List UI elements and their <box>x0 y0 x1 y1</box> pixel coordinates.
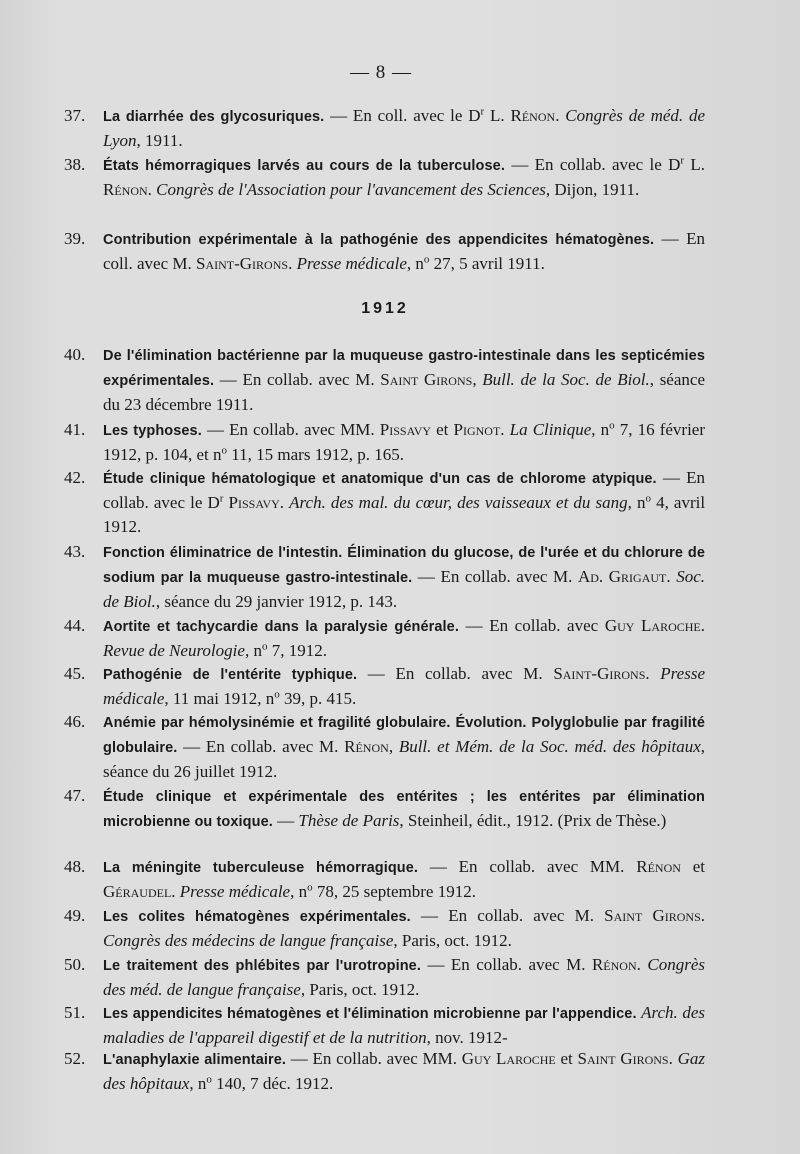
entry-text-segment: . <box>700 616 705 635</box>
superscript: o <box>221 444 228 457</box>
entry-title: La diarrhée des glycosuriques. <box>103 109 325 125</box>
entry-text-segment: — En collab. avec le D <box>504 155 681 174</box>
entry-text-segment: , 11 mai 1912, n <box>164 689 275 708</box>
entry-number: 49. <box>64 906 86 925</box>
entry-text-segment: 140, 7 déc. 1912. <box>211 1074 334 1093</box>
entry-text-segment: , n <box>591 420 610 439</box>
publication-name: Presse médicale <box>296 254 407 273</box>
entry-text-segment: 7, 1912. <box>267 641 327 660</box>
entry-text-segment: — En collab. avec MM. <box>286 1049 462 1068</box>
entry-number: 45. <box>64 664 86 683</box>
entry-text-segment: . <box>645 664 661 683</box>
author-name: Pissavy <box>228 493 280 512</box>
entry-title: Les colites hématogènes expérimentales. <box>103 909 411 925</box>
entry-title: Les typhoses. <box>103 423 202 439</box>
entry-number: 46. <box>64 712 86 731</box>
entry-text-segment: 39, p. 415. <box>279 689 357 708</box>
author-name: Saint Girons <box>577 1049 669 1068</box>
author-name: Géraudel <box>103 882 172 901</box>
entry-text-segment: — En collab. avec MM. <box>418 857 637 876</box>
author-name: Guy Laroche <box>604 616 701 635</box>
author-name: Pissavy <box>379 420 432 439</box>
entry-text-segment: , séance du 23 décembre 1911. <box>103 370 705 414</box>
publication-name: Presse médicale <box>103 664 705 708</box>
entry-text <box>103 904 705 953</box>
entry-text-segment: , Steinheil, édit., 1912. (Prix de Thèse.) <box>399 811 667 830</box>
superscript: r <box>680 154 685 167</box>
entry-title: Pathogénie de l'entérite typhique. <box>103 667 358 683</box>
entry-text-segment: . <box>555 106 566 125</box>
entry-text-segment: — En collab. avec <box>458 616 605 635</box>
publication-name: Bull. et Mém. de la Soc. méd. des hôpitaux <box>398 737 701 756</box>
entry-text-segment: . <box>147 180 157 199</box>
entry-text-segment: . <box>500 420 510 439</box>
entry-number: 39. <box>64 229 86 248</box>
superscript: r <box>480 105 485 118</box>
superscript: o <box>609 419 615 432</box>
entry-text-segment: . <box>666 567 677 586</box>
publication-name: Arch. des maladies de l'appareil digestif et de la nutrition <box>103 1003 706 1047</box>
entry-text-segment: , <box>388 737 399 756</box>
entry-title: Les appendicites hématogènes et l'élimination microbienne par l'appendice. <box>103 1006 637 1022</box>
author-name: Rénon <box>344 737 389 756</box>
publication-name: Revue de Neurologie <box>103 641 245 660</box>
entry-text-segment: et <box>431 420 454 439</box>
entry-text-segment: . <box>700 906 705 925</box>
entry-number: 48. <box>64 857 86 876</box>
publication-name: Congrès des médecins de langue française <box>103 931 394 950</box>
entry-text-segment: . <box>279 493 290 512</box>
entry-text-segment: , Paris, oct. 1912. <box>393 931 512 950</box>
entry-text <box>103 1047 705 1096</box>
entry-text <box>103 855 705 904</box>
entry-text-segment: , nov. 1912- <box>426 1028 508 1047</box>
entry-text-segment: , n <box>406 254 424 273</box>
entry-text-segment: et <box>555 1049 578 1068</box>
entry-text <box>103 953 705 1002</box>
author-name: Guy Laroche <box>461 1049 556 1068</box>
entry-number: 52. <box>64 1049 86 1068</box>
entry-title: Anémie par hémolysinémie et fragilité globulaire. Évolution. Polyglobulie par fragilité globulaire. <box>103 715 705 756</box>
entry-text <box>103 466 705 539</box>
entry-number: 44. <box>64 616 86 635</box>
entry-text <box>103 784 705 834</box>
entry-text-segment: — En collab. avec M. <box>412 567 578 586</box>
entry-text <box>103 153 705 202</box>
author-name: Saint-Girons <box>196 254 289 273</box>
entry-text-segment: — <box>272 811 299 830</box>
entry-number: 42. <box>64 468 86 487</box>
entry-title: Aortite et tachycardie dans la paralysie générale. <box>103 619 459 635</box>
entry-text-segment: 7, 16 février 1912, p. 104, et n <box>103 420 706 464</box>
entry-text <box>103 710 705 784</box>
publication-name: Congrès de l'Association pour l'avancement des Sciences <box>156 180 546 199</box>
entry-text <box>103 614 705 663</box>
entry-text-segment: L. <box>684 155 706 174</box>
entry-text-segment: 27, 5 avril 1911. <box>429 254 545 273</box>
entry-text <box>103 540 705 614</box>
entry-text-segment: , n <box>189 1074 207 1093</box>
superscript: r <box>219 492 224 505</box>
author-name: Pignot <box>453 420 501 439</box>
entry-text-segment: , séance du 29 janvier 1912, p. 143. <box>155 592 398 611</box>
author-name: Rénon <box>510 106 556 125</box>
publication-name: Soc. de Biol. <box>103 567 705 611</box>
entry-title: États hémorragiques larvés au cours de la tuberculose. <box>103 158 505 174</box>
superscript: o <box>261 640 268 653</box>
entry-text-segment: — En collab. avec M. <box>177 737 345 756</box>
entry-text <box>103 343 705 417</box>
entry-text-segment: , 1911. <box>136 131 183 150</box>
publication-name: Thèse de Paris <box>298 811 400 830</box>
publication-name: Bull. de la Soc. de Biol. <box>482 370 650 389</box>
entry-number: 50. <box>64 955 86 974</box>
entry-text <box>103 418 705 467</box>
entry-text-segment: 78, 25 septembre 1912. <box>312 882 476 901</box>
entry-text <box>103 227 705 276</box>
entry-text <box>103 104 705 153</box>
entry-number: 43. <box>64 542 86 561</box>
entry-number: 51. <box>64 1003 86 1022</box>
entry-title: Contribution expérimentale à la pathogénie des appendicites hématogènes. <box>103 232 655 248</box>
entry-text-segment: , Paris, oct. 1912. <box>300 980 420 999</box>
entry-text-segment: — En collab. avec M. <box>410 906 605 925</box>
year-heading: 1912 <box>361 300 409 317</box>
entry-text-segment: — En collab. avec M. <box>214 370 381 389</box>
entry-text-segment: . <box>636 955 648 974</box>
entry-text-segment: . <box>288 254 297 273</box>
entry-number: 38. <box>64 155 86 174</box>
entry-text-segment: , Dijon, 1911. <box>545 180 640 199</box>
superscript: o <box>307 881 313 894</box>
entry-text-segment: — En coll. avec le D <box>324 106 481 125</box>
entry-text-segment: et <box>680 857 705 876</box>
entry-text-segment: 4, avril 1912. <box>103 493 706 536</box>
entry-text <box>103 1001 705 1050</box>
entry-text-segment: , n <box>627 493 646 512</box>
entry-text-segment: — En collab. avec M. <box>357 664 554 683</box>
publication-name: Arch. des mal. du cœur, des vaisseaux et du sang <box>289 493 628 512</box>
entry-text-segment: , <box>472 370 483 389</box>
entry-title: Le traitement des phlébites par l'urotropine. <box>103 958 421 974</box>
entry-text-segment: , séance du 26 juillet 1912. <box>103 737 705 781</box>
superscript: o <box>274 688 280 701</box>
entry-text-segment: — En collab. avec M. <box>420 955 592 974</box>
entry-text-segment: . <box>171 882 180 901</box>
entry-text-segment: . <box>668 1049 678 1068</box>
author-name: Rénon <box>591 955 637 974</box>
entry-text-segment: — En collab. avec MM. <box>201 420 380 439</box>
publication-name: Congrès de méd. de Lyon <box>103 106 706 150</box>
entry-text-segment: L. <box>484 106 511 125</box>
entry-text-segment: , n <box>244 641 262 660</box>
author-name: Rénon <box>636 857 681 876</box>
entry-text-segment: , n <box>290 882 308 901</box>
entry-title: L'anaphylaxie alimentaire. <box>103 1052 287 1068</box>
entry-number: 47. <box>64 786 86 805</box>
publication-name: Gaz des hôpitaux <box>103 1049 705 1093</box>
author-name: Saint Girons <box>380 370 473 389</box>
publication-name: Presse médicale <box>179 882 291 901</box>
publication-name: La Clinique <box>509 420 592 439</box>
entry-title: Fonction éliminatrice de l'intestin. Élimination du glucose, de l'urée et du chlorure de sodium par la muqueuse gastro-intestinale. <box>103 545 705 586</box>
superscript: o <box>645 492 651 505</box>
page-number: — 8 — <box>350 62 412 83</box>
entry-text-segment: — En collab. avec le D <box>103 468 706 512</box>
author-name: Ad. Grigaut <box>577 567 667 586</box>
entry-title: La méningite tuberculeuse hémorragique. <box>103 860 419 876</box>
entry-number: 40. <box>64 345 86 364</box>
author-name: Rénon <box>103 180 148 199</box>
entry-number: 41. <box>64 420 86 439</box>
entry-number: 37. <box>64 106 86 125</box>
entry-title: De l'élimination bactérienne par la muqueuse gastro-intestinale dans les septicémies expérimentales. <box>103 348 705 389</box>
entry-title: Étude clinique et expérimentale des entérites ; les entérites par élimination microbienne ou toxique. <box>103 789 705 830</box>
entry-text-segment: 11, 15 mars 1912, p. 165. <box>227 445 404 464</box>
superscript: o <box>206 1073 212 1086</box>
entry-title: Étude clinique hématologique et anatomique d'un cas de chlorome atypique. <box>103 471 657 487</box>
superscript: o <box>423 253 430 266</box>
entry-text <box>103 662 705 711</box>
author-name: Saint-Girons <box>553 664 646 683</box>
publication-name: Congrès des méd. de langue française <box>103 955 705 999</box>
author-name: Saint Girons <box>604 906 701 925</box>
entry-text-segment: — En coll. avec M. <box>103 229 705 273</box>
